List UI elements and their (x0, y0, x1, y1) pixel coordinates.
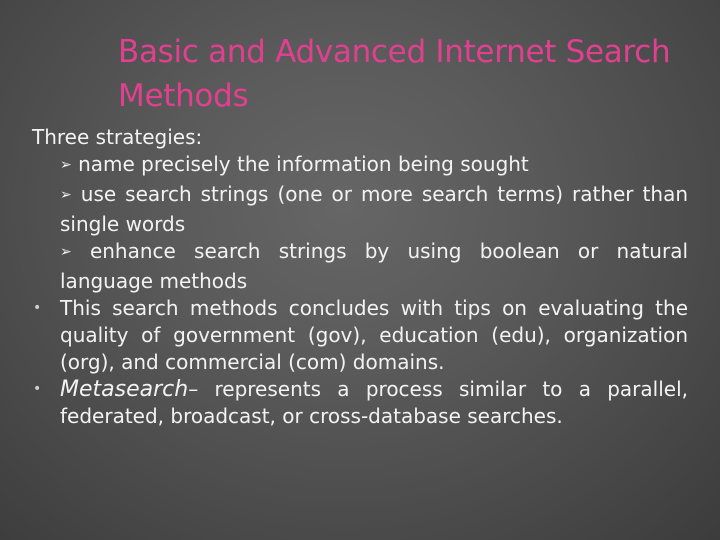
list-item-text: enhance search strings by using boolean or natural language methods (60, 239, 689, 293)
list-item (32, 238, 688, 295)
list-item (32, 151, 688, 181)
dot-bullet-icon: • (33, 300, 42, 316)
list-item-text: – represents a process similar to a parallel, federated, broadcast, or cross-database searches. (60, 377, 688, 428)
list-item-text: use search strings (one or more search terms) rather than single words (60, 182, 689, 236)
intro-text: Three strategies: (32, 125, 203, 149)
arrow-bullet-icon: ➢ (60, 157, 72, 173)
slide-title: Basic and Advanced Internet Search Methods (118, 34, 671, 114)
list-item (32, 181, 688, 238)
list-item-text: name precisely the information being sought (78, 152, 529, 176)
list-item-text: This search methods concludes with tips on evaluating the quality of government (gov), education (edu), organization (org), and commercial (com) domains. (60, 296, 688, 374)
dot-bullet-icon: • (33, 381, 42, 397)
metasearch-term: Metasearch (60, 377, 189, 402)
list-item (32, 376, 688, 430)
arrow-bullet-icon: ➢ (60, 187, 72, 203)
list-item (32, 295, 688, 376)
bullet-list (32, 151, 688, 430)
arrow-bullet-icon: ➢ (60, 244, 72, 260)
slide-body (32, 124, 688, 430)
